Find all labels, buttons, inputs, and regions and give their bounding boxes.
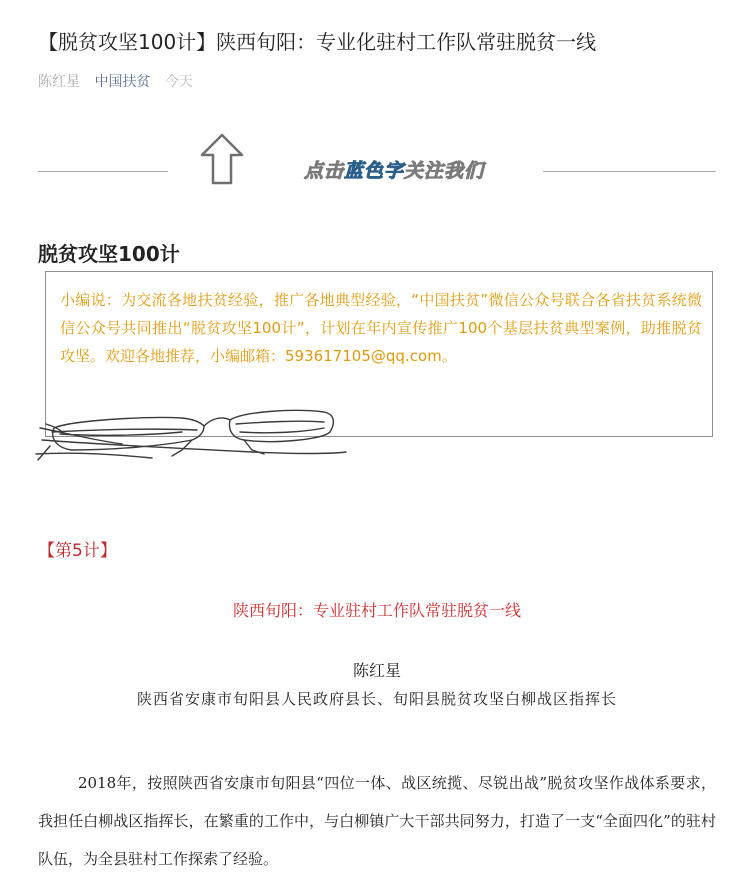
author-name: 陈红星 xyxy=(38,74,80,90)
account-link[interactable]: 中国扶贫 xyxy=(94,74,151,90)
divider-line xyxy=(543,171,716,172)
section-heading: 脱贫攻坚100计 xyxy=(38,242,180,266)
byline-role: 陕西省安康市旬阳县人民政府县长、旬阳县脱贫攻坚白柳战区指挥长 xyxy=(136,690,617,708)
byline-name: 陈红星 xyxy=(352,661,401,680)
up-arrow-icon xyxy=(198,132,246,186)
article-meta xyxy=(38,72,203,92)
publish-date: 今天 xyxy=(164,74,193,90)
editor-note-text: 小编说：为交流各地扶贫经验，推广各地典型经验，“中国扶贫”微信公众号联合各省扶贫系统微信公众号共同推出“脱贫攻坚100计”，计划在年内宣传推广100个基层扶贫典型案例，助推脱贫攻坚。欢迎各地推荐，小编邮箱：593617105@qq.com。 xyxy=(60,291,702,365)
article-subtitle: 陕西旬阳：专业驻村工作队常驻脱贫一线 xyxy=(232,601,521,620)
body-paragraph: 2018年，按照陕西省安康市旬阳县“四位一体、战区统揽、尽锐出战”脱贫攻坚作战体系要求，我担任白柳战区指挥长，在繁重的工作中，与白柳镇广大干部共同努力，打造了一支“全面四化”的驻村队伍，为全县驻村工作探索了经验。 xyxy=(38,774,716,868)
follow-prefix: 点击 xyxy=(304,160,345,182)
follow-highlight[interactable]: 蓝色字 xyxy=(344,160,405,182)
article-title: 【脱贫攻坚100计】陕西旬阳：专业化驻村工作队常驻脱贫一线 xyxy=(38,30,597,54)
follow-banner[interactable] xyxy=(38,130,716,194)
follow-prompt[interactable] xyxy=(304,156,484,183)
follow-suffix: 关注我们 xyxy=(404,160,485,182)
glasses-sketch-icon xyxy=(32,388,348,466)
divider-line xyxy=(38,171,168,172)
tip-label: 【第5计】 xyxy=(38,541,117,561)
